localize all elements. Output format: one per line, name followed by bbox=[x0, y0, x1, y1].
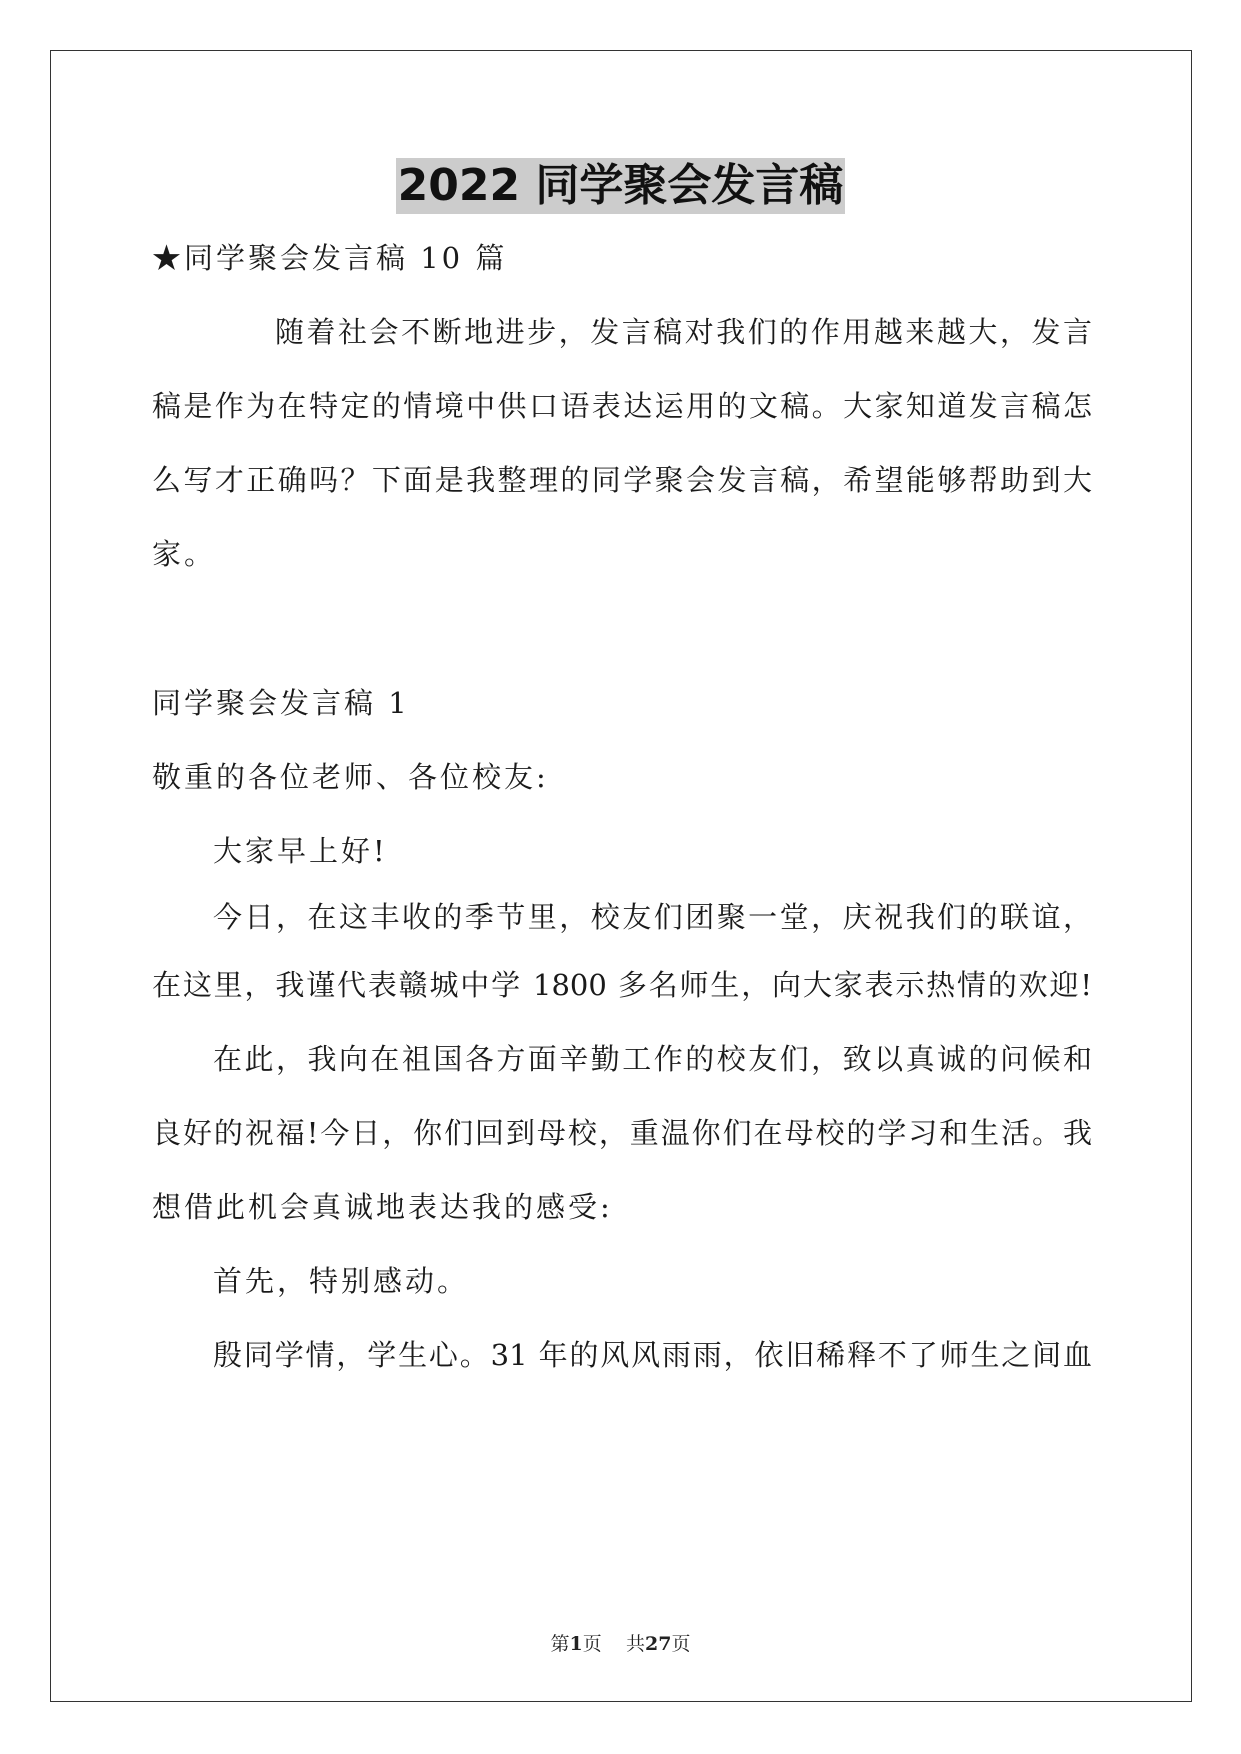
page-prefix: 第 bbox=[550, 1633, 570, 1655]
intro-line-2: 稿是作为在特定的情境中供口语表达运用的文稿。大家知道发言稿怎 bbox=[152, 389, 1092, 423]
heading-line: ★同学聚会发言稿 10 篇 bbox=[152, 241, 508, 275]
page-number: 1 bbox=[569, 1633, 583, 1655]
intro-line-3: 么写才正确吗？下面是我整理的同学聚会发言稿，希望能够帮助到大 bbox=[152, 463, 1092, 497]
title-wrap bbox=[0, 158, 1241, 214]
document-title: 2022 同学聚会发言稿 bbox=[396, 158, 846, 214]
para-1-line-1: 今日，在这丰收的季节里，校友们团聚一堂，庆祝我们的联谊， bbox=[213, 900, 1092, 934]
total-prefix: 共 bbox=[625, 1633, 645, 1655]
para-2-line-1: 在此，我向在祖国各方面辛勤工作的校友们，致以真诚的问候和 bbox=[213, 1042, 1092, 1076]
para-2-line-3: 想借此机会真诚地表达我的感受: bbox=[152, 1190, 613, 1224]
para-1-line-2: 在这里，我谨代表赣城中学 1800 多名师生，向大家表示热情的欢迎! bbox=[152, 968, 1092, 1002]
para-4-line-1: 殷同学情，学生心。31 年的风风雨雨，依旧稀释不了师生之间血 bbox=[213, 1338, 1092, 1372]
intro-line-4: 家。 bbox=[152, 537, 217, 571]
page-suffix: 页 bbox=[582, 1633, 602, 1655]
intro-line-1: 随着社会不断地进步，发言稿对我们的作用越来越大，发言 bbox=[275, 315, 1092, 349]
page-footer bbox=[0, 1632, 1241, 1656]
page-border bbox=[50, 50, 1192, 1702]
para-2-line-2: 良好的祝福!今日，你们回到母校，重温你们在母校的学习和生活。我 bbox=[152, 1116, 1092, 1150]
greeting: 大家早上好! bbox=[213, 834, 388, 868]
salutation: 敬重的各位老师、各位校友: bbox=[152, 760, 549, 794]
total-pages: 27 bbox=[644, 1633, 672, 1655]
para-3-line-1: 首先，特别感动。 bbox=[213, 1264, 470, 1298]
total-suffix: 页 bbox=[671, 1633, 691, 1655]
section-heading: 同学聚会发言稿 1 bbox=[152, 686, 410, 720]
